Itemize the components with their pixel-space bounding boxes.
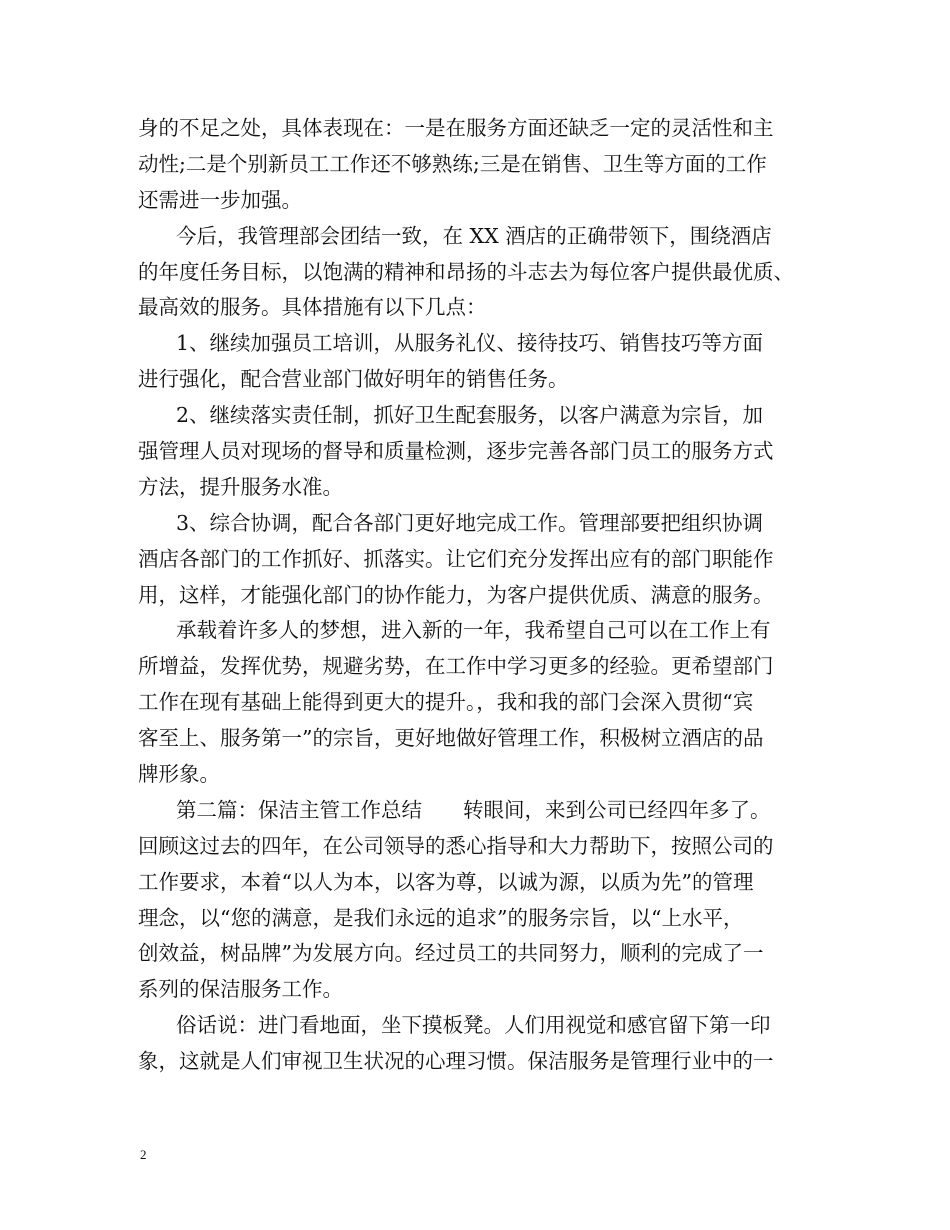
text-line: 还需进一步加强。: [138, 187, 302, 212]
text-line: 理念，以“您的满意，是我们永远的追求”的服务宗旨，以“上水平，: [138, 905, 744, 930]
text-line: 3、综合协调，配合各部门更好地完成工作。管理部要把组织协调: [176, 510, 764, 535]
text-line: 创效益，树品牌”为发展方向。经过员工的共同努力，顺利的完成了一: [138, 941, 764, 966]
text-line: 工作在现有基础上能得到更大的提升。，我和我的部门会深入贯彻“宾: [138, 690, 754, 715]
text-line: 身的不足之处，具体表现在：一是在服务方面还缺乏一定的灵活性和主: [138, 116, 774, 140]
text-line: 第二篇：保洁主管工作总结 转眼间，来到公司已经四年多了。: [176, 797, 771, 822]
text-line: 象，这就是人们审视卫生状况的心理习惯。保洁服务是管理行业中的一: [138, 1049, 774, 1074]
text-line: 的年度任务目标，以饱满的精神和昂扬的斗志去为每位客户提供最优质、: [138, 259, 794, 284]
text-line: 客至上、服务第一”的宗旨，更好地做好管理工作，积极树立酒店的品: [138, 726, 764, 751]
text-line: 所增益，发挥优势，规避劣势，在工作中学习更多的经验。更希望部门: [138, 654, 774, 679]
text-line: 方法，提升服务水准。: [138, 474, 343, 499]
page-number: 2: [140, 1147, 147, 1162]
text-line: 今后，我管理部会团结一致，在 XX 酒店的正确带领下，围绕酒店: [176, 223, 772, 248]
text-line: 1、继续加强员工培训，从服务礼仪、接待技巧、销售技巧等方面: [176, 331, 764, 356]
text-line: 最高效的服务。具体措施有以下几点：: [138, 295, 487, 320]
text-line: 牌形象。: [138, 762, 220, 787]
text-line: 系列的保洁服务工作。: [138, 977, 343, 1002]
text-line: 酒店各部门的工作抓好、抓落实。让它们充分发挥出应有的部门职能作: [138, 546, 774, 571]
body-text: [138, 111, 828, 1080]
text-line: 强管理人员对现场的督导和质量检测，逐步完善各部门员工的服务方式: [138, 439, 774, 464]
text-line: 进行强化，配合营业部门做好明年的销售任务。: [138, 367, 569, 392]
text-line: 承载着许多人的梦想，进入新的一年，我希望自己可以在工作上有: [176, 618, 771, 643]
text-line: 回顾这过去的四年，在公司领导的悉心指导和大力帮助下，按照公司的: [138, 833, 774, 858]
text-line: 用，这样，才能强化部门的协作能力，为客户提供优质、满意的服务。: [138, 582, 774, 607]
text-line: 俗话说：进门看地面，坐下摸板凳。人们用视觉和感官留下第一印: [176, 1013, 771, 1038]
text-line: 动性;二是个别新员工工作还不够熟练;三是在销售、卫生等方面的工作: [138, 151, 767, 176]
text-line: 工作要求，本着“以人为本，以客为尊，以诚为源，以质为先”的管理: [138, 869, 754, 894]
text-line: 2、继续落实责任制，抓好卫生配套服务，以客户满意为宗旨，加: [176, 403, 764, 428]
